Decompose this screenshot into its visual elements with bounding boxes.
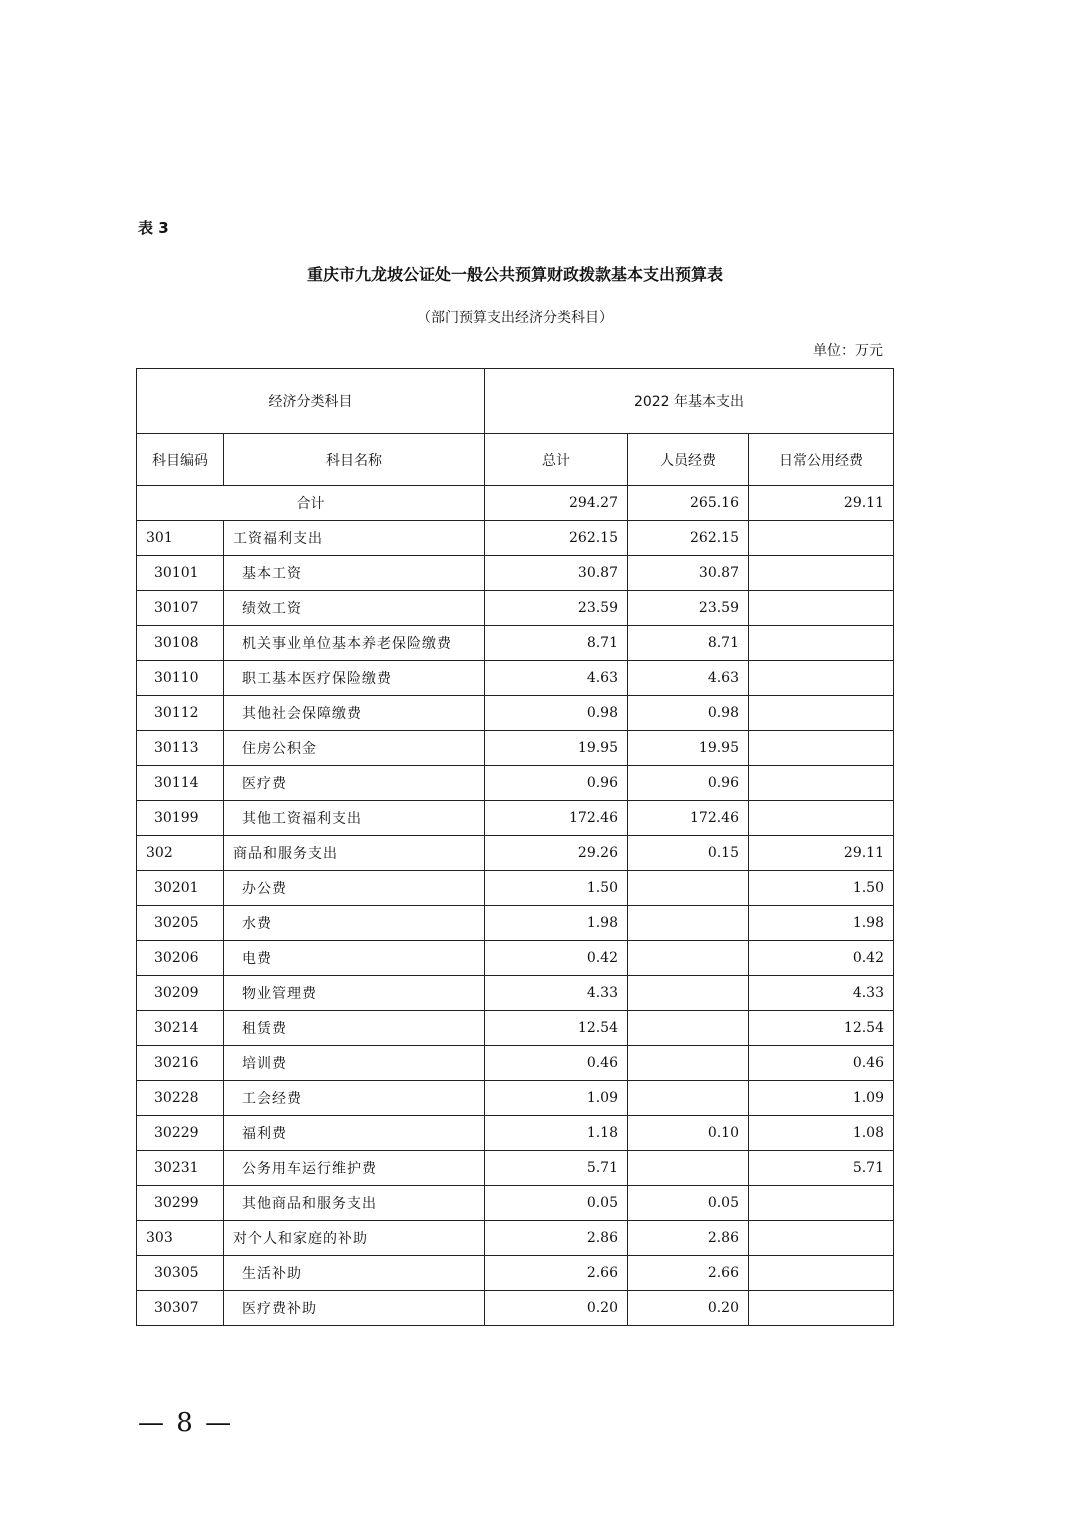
row-public bbox=[749, 766, 894, 801]
row-public: 1.09 bbox=[749, 1081, 894, 1116]
header-year-basic: 2022 年基本支出 bbox=[485, 369, 894, 434]
row-total: 0.42 bbox=[485, 941, 628, 976]
row-code: 30112 bbox=[137, 696, 224, 731]
row-personnel: 262.15 bbox=[628, 521, 749, 556]
row-personnel: 172.46 bbox=[628, 801, 749, 836]
header-total: 总计 bbox=[485, 434, 628, 486]
row-name: 电费 bbox=[224, 941, 485, 976]
table-row bbox=[137, 1291, 894, 1326]
row-public: 0.46 bbox=[749, 1046, 894, 1081]
row-total: 19.95 bbox=[485, 731, 628, 766]
row-code: 30307 bbox=[137, 1291, 224, 1326]
row-code: 30209 bbox=[137, 976, 224, 1011]
header-classification: 经济分类科目 bbox=[137, 369, 485, 434]
header-personnel: 人员经费 bbox=[628, 434, 749, 486]
table-row bbox=[137, 1081, 894, 1116]
row-total: 1.50 bbox=[485, 871, 628, 906]
row-total: 1.98 bbox=[485, 906, 628, 941]
table-row bbox=[137, 1256, 894, 1291]
table-row bbox=[137, 836, 894, 871]
row-code: 30205 bbox=[137, 906, 224, 941]
document-title: 重庆市九龙坡公证处一般公共预算财政拨款基本支出预算表 bbox=[306, 265, 723, 284]
row-public: 0.42 bbox=[749, 941, 894, 976]
row-name: 水费 bbox=[224, 906, 485, 941]
row-public bbox=[749, 626, 894, 661]
total-public: 29.11 bbox=[749, 486, 894, 521]
row-code: 30110 bbox=[137, 661, 224, 696]
row-code: 30206 bbox=[137, 941, 224, 976]
row-name: 办公费 bbox=[224, 871, 485, 906]
row-personnel: 0.98 bbox=[628, 696, 749, 731]
row-code: 30201 bbox=[137, 871, 224, 906]
document-subtitle: （部门预算支出经济分类科目） bbox=[417, 310, 613, 326]
table-row bbox=[137, 766, 894, 801]
row-personnel: 2.86 bbox=[628, 1221, 749, 1256]
row-total: 262.15 bbox=[485, 521, 628, 556]
table-row bbox=[137, 661, 894, 696]
row-name: 商品和服务支出 bbox=[224, 836, 485, 871]
row-personnel bbox=[628, 976, 749, 1011]
table-row bbox=[137, 626, 894, 661]
row-personnel: 0.96 bbox=[628, 766, 749, 801]
row-total: 2.66 bbox=[485, 1256, 628, 1291]
row-personnel bbox=[628, 1046, 749, 1081]
row-total: 12.54 bbox=[485, 1011, 628, 1046]
row-code: 302 bbox=[137, 836, 224, 871]
row-name: 机关事业单位基本养老保险缴费 bbox=[224, 626, 485, 661]
row-code: 30299 bbox=[137, 1186, 224, 1221]
total-personnel: 265.16 bbox=[628, 486, 749, 521]
row-code: 30231 bbox=[137, 1151, 224, 1186]
row-total: 1.18 bbox=[485, 1116, 628, 1151]
row-name: 生活补助 bbox=[224, 1256, 485, 1291]
row-personnel: 0.10 bbox=[628, 1116, 749, 1151]
header-public: 日常公用经费 bbox=[749, 434, 894, 486]
row-public bbox=[749, 1291, 894, 1326]
row-name: 其他工资福利支出 bbox=[224, 801, 485, 836]
header-name: 科目名称 bbox=[224, 434, 485, 486]
row-name: 物业管理费 bbox=[224, 976, 485, 1011]
row-personnel bbox=[628, 1081, 749, 1116]
row-name: 基本工资 bbox=[224, 556, 485, 591]
row-code: 30216 bbox=[137, 1046, 224, 1081]
row-code: 30229 bbox=[137, 1116, 224, 1151]
table-row bbox=[137, 731, 894, 766]
row-personnel bbox=[628, 941, 749, 976]
table-row bbox=[137, 941, 894, 976]
row-code: 30101 bbox=[137, 556, 224, 591]
row-public: 1.50 bbox=[749, 871, 894, 906]
row-name: 工会经费 bbox=[224, 1081, 485, 1116]
table-row bbox=[137, 1221, 894, 1256]
table-row bbox=[137, 906, 894, 941]
table-row bbox=[137, 801, 894, 836]
row-code: 30199 bbox=[137, 801, 224, 836]
table-row bbox=[137, 696, 894, 731]
row-public bbox=[749, 521, 894, 556]
row-name: 公务用车运行维护费 bbox=[224, 1151, 485, 1186]
row-name: 医疗费补助 bbox=[224, 1291, 485, 1326]
row-personnel: 0.15 bbox=[628, 836, 749, 871]
row-code: 30114 bbox=[137, 766, 224, 801]
row-total: 29.26 bbox=[485, 836, 628, 871]
row-public: 1.98 bbox=[749, 906, 894, 941]
row-name: 医疗费 bbox=[224, 766, 485, 801]
row-total: 4.33 bbox=[485, 976, 628, 1011]
row-personnel bbox=[628, 906, 749, 941]
row-total: 23.59 bbox=[485, 591, 628, 626]
table-row bbox=[137, 871, 894, 906]
table-row bbox=[137, 1046, 894, 1081]
total-sum: 294.27 bbox=[485, 486, 628, 521]
table-row bbox=[137, 1186, 894, 1221]
row-personnel: 8.71 bbox=[628, 626, 749, 661]
row-name: 福利费 bbox=[224, 1116, 485, 1151]
row-total: 0.05 bbox=[485, 1186, 628, 1221]
row-name: 租赁费 bbox=[224, 1011, 485, 1046]
header-group-row bbox=[137, 369, 894, 434]
row-total: 5.71 bbox=[485, 1151, 628, 1186]
row-public bbox=[749, 661, 894, 696]
row-public bbox=[749, 731, 894, 766]
table-row bbox=[137, 976, 894, 1011]
table-row bbox=[137, 521, 894, 556]
page-number: — 8 — bbox=[138, 1408, 234, 1438]
row-name: 其他商品和服务支出 bbox=[224, 1186, 485, 1221]
row-public: 5.71 bbox=[749, 1151, 894, 1186]
table-row bbox=[137, 1116, 894, 1151]
row-name: 其他社会保障缴费 bbox=[224, 696, 485, 731]
row-public bbox=[749, 1256, 894, 1291]
row-personnel: 23.59 bbox=[628, 591, 749, 626]
row-personnel bbox=[628, 1151, 749, 1186]
row-public: 12.54 bbox=[749, 1011, 894, 1046]
row-personnel: 0.20 bbox=[628, 1291, 749, 1326]
row-total: 2.86 bbox=[485, 1221, 628, 1256]
row-code: 30107 bbox=[137, 591, 224, 626]
total-label: 合计 bbox=[137, 486, 485, 521]
row-total: 0.98 bbox=[485, 696, 628, 731]
row-public bbox=[749, 1221, 894, 1256]
table-row bbox=[137, 591, 894, 626]
row-personnel: 0.05 bbox=[628, 1186, 749, 1221]
row-total: 172.46 bbox=[485, 801, 628, 836]
header-column-row bbox=[137, 434, 894, 486]
total-row bbox=[137, 486, 894, 521]
row-personnel: 2.66 bbox=[628, 1256, 749, 1291]
row-personnel bbox=[628, 871, 749, 906]
table-row bbox=[137, 1011, 894, 1046]
row-public: 4.33 bbox=[749, 976, 894, 1011]
row-total: 4.63 bbox=[485, 661, 628, 696]
row-total: 0.96 bbox=[485, 766, 628, 801]
row-total: 30.87 bbox=[485, 556, 628, 591]
row-code: 30305 bbox=[137, 1256, 224, 1291]
budget-table bbox=[136, 368, 894, 1326]
row-public bbox=[749, 696, 894, 731]
row-total: 8.71 bbox=[485, 626, 628, 661]
header-code: 科目编码 bbox=[137, 434, 224, 486]
table-row bbox=[137, 556, 894, 591]
row-code: 30214 bbox=[137, 1011, 224, 1046]
row-name: 对个人和家庭的补助 bbox=[224, 1221, 485, 1256]
row-code: 30108 bbox=[137, 626, 224, 661]
row-code: 30228 bbox=[137, 1081, 224, 1116]
row-public: 1.08 bbox=[749, 1116, 894, 1151]
row-name: 工资福利支出 bbox=[224, 521, 485, 556]
row-personnel: 4.63 bbox=[628, 661, 749, 696]
table-label: 表 3 bbox=[138, 219, 169, 237]
unit-label: 单位：万元 bbox=[813, 343, 883, 359]
row-total: 0.20 bbox=[485, 1291, 628, 1326]
row-code: 303 bbox=[137, 1221, 224, 1256]
row-personnel: 30.87 bbox=[628, 556, 749, 591]
row-public bbox=[749, 556, 894, 591]
row-total: 1.09 bbox=[485, 1081, 628, 1116]
table-row bbox=[137, 1151, 894, 1186]
row-name: 培训费 bbox=[224, 1046, 485, 1081]
row-personnel: 19.95 bbox=[628, 731, 749, 766]
row-total: 0.46 bbox=[485, 1046, 628, 1081]
row-name: 职工基本医疗保险缴费 bbox=[224, 661, 485, 696]
row-public bbox=[749, 801, 894, 836]
row-code: 30113 bbox=[137, 731, 224, 766]
row-public bbox=[749, 1186, 894, 1221]
row-code: 301 bbox=[137, 521, 224, 556]
row-public bbox=[749, 591, 894, 626]
row-name: 绩效工资 bbox=[224, 591, 485, 626]
row-public: 29.11 bbox=[749, 836, 894, 871]
row-name: 住房公积金 bbox=[224, 731, 485, 766]
row-personnel bbox=[628, 1011, 749, 1046]
